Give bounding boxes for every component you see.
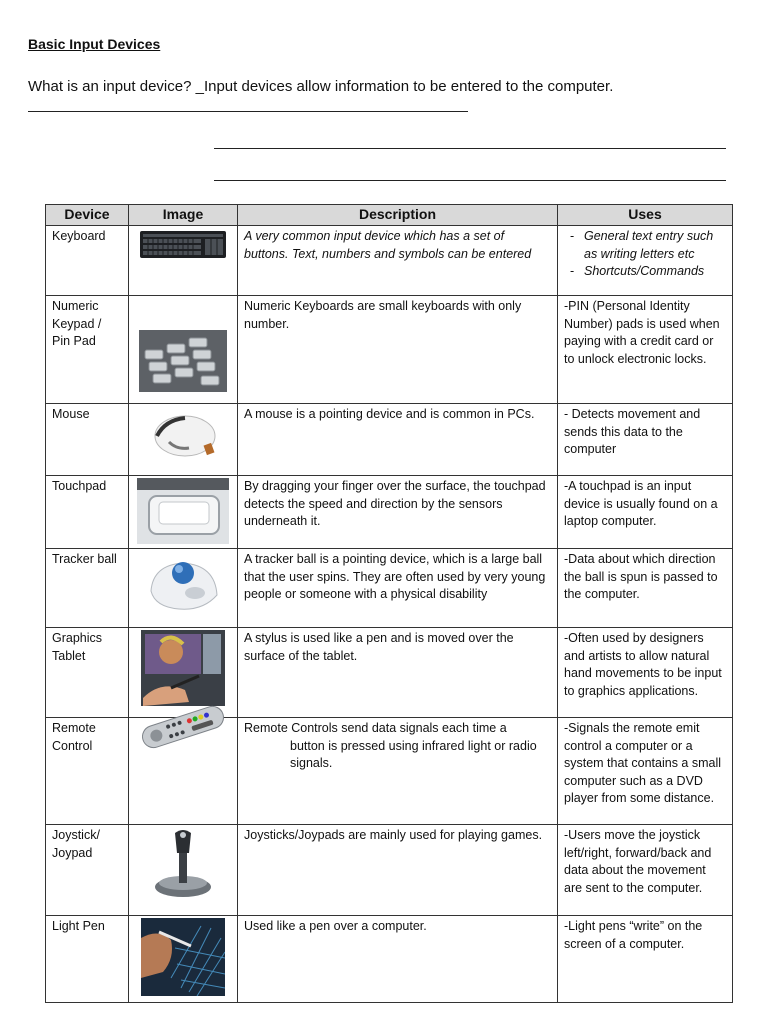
header-description: Description [238, 205, 558, 226]
device-description: Joysticks/Joypads are mainly used for playing games. [238, 825, 558, 916]
description-line: button is pressed using infrared light or radio signals. [290, 738, 537, 770]
answer-blank-line-2[interactable] [214, 180, 726, 181]
touchpad-image [129, 476, 238, 549]
table-row [46, 825, 733, 916]
header-uses: Uses [558, 205, 733, 226]
keyboard-image [129, 226, 238, 296]
table-header-row [46, 205, 733, 226]
light-pen-image [129, 916, 238, 1003]
device-name: Mouse [46, 404, 129, 476]
table-row [46, 296, 733, 404]
device-uses: - Detects movement and sends this data to the computer [558, 404, 733, 476]
device-uses: -Data about which direction the ball is spun is passed to the computer. [558, 549, 733, 628]
table-row [46, 916, 733, 1003]
device-description: Used like a pen over a computer. [238, 916, 558, 1003]
input-devices-table [45, 204, 733, 1003]
table-row [46, 718, 733, 825]
joystick-image [129, 825, 238, 916]
question-prompt: What is an input device? [28, 78, 192, 95]
uses-item: - General text entry such as writing letters etc [584, 228, 726, 263]
device-uses: -PIN (Personal Identity Number) pads is used when paying with a credit card or to unlock electronic locks. [558, 296, 733, 404]
header-device: Device [46, 205, 129, 226]
keypad-image [129, 296, 238, 404]
trackerball-image [129, 549, 238, 628]
uses-item: - Shortcuts/Commands [584, 263, 726, 281]
device-name: Remote Control [46, 718, 129, 825]
device-name: Graphics Tablet [46, 628, 129, 718]
device-uses: -A touchpad is an input device is usually found on a laptop computer. [558, 476, 733, 549]
device-name: Keyboard [46, 226, 129, 296]
table-row [46, 404, 733, 476]
device-name: Light Pen [46, 916, 129, 1003]
header-image: Image [129, 205, 238, 226]
device-name: Joystick/ Joypad [46, 825, 129, 916]
device-description: Numeric Keyboards are small keyboards with only number. [238, 296, 558, 404]
description-line: Remote Controls send data signals each time a [244, 721, 507, 735]
device-description: A tracker ball is a pointing device, which is a large ball that the user spins. They are often used by very young people or someone with a physical disability [238, 549, 558, 628]
answer-underline [28, 97, 468, 112]
table-row [46, 226, 733, 296]
remote-control-image [129, 718, 238, 825]
table-row [46, 549, 733, 628]
page-title: Basic Input Devices [28, 36, 161, 52]
device-uses: -Light pens “write” on the screen of a computer. [558, 916, 733, 1003]
mouse-image [129, 404, 238, 476]
question-answer[interactable]: _Input devices allow information to be entered to the computer. [195, 78, 614, 95]
device-description: A mouse is a pointing device and is common in PCs. [238, 404, 558, 476]
device-uses [558, 226, 733, 296]
device-name: Touchpad [46, 476, 129, 549]
device-description: A stylus is used like a pen and is moved over the surface of the tablet. [238, 628, 558, 718]
device-description: A very common input device which has a set of buttons. Text, numbers and symbols can be entered [238, 226, 558, 296]
answer-blank-line-1[interactable] [214, 148, 726, 149]
question-block [28, 76, 728, 118]
device-name: Numeric Keypad / Pin Pad [46, 296, 129, 404]
table-row [46, 476, 733, 549]
device-description: By dragging your finger over the surface, the touchpad detects the speed and direction by the sensors underneath it. [238, 476, 558, 549]
device-uses: -Signals the remote emit control a computer or a system that contains a small computer such as a DVD player from some distance. [558, 718, 733, 825]
device-name: Tracker ball [46, 549, 129, 628]
device-description [238, 718, 558, 825]
device-uses: -Often used by designers and artists to allow natural hand movements to be input to graphics applications. [558, 628, 733, 718]
device-uses: -Users move the joystick left/right, forward/back and data about the movement are sent to the computer. [558, 825, 733, 916]
